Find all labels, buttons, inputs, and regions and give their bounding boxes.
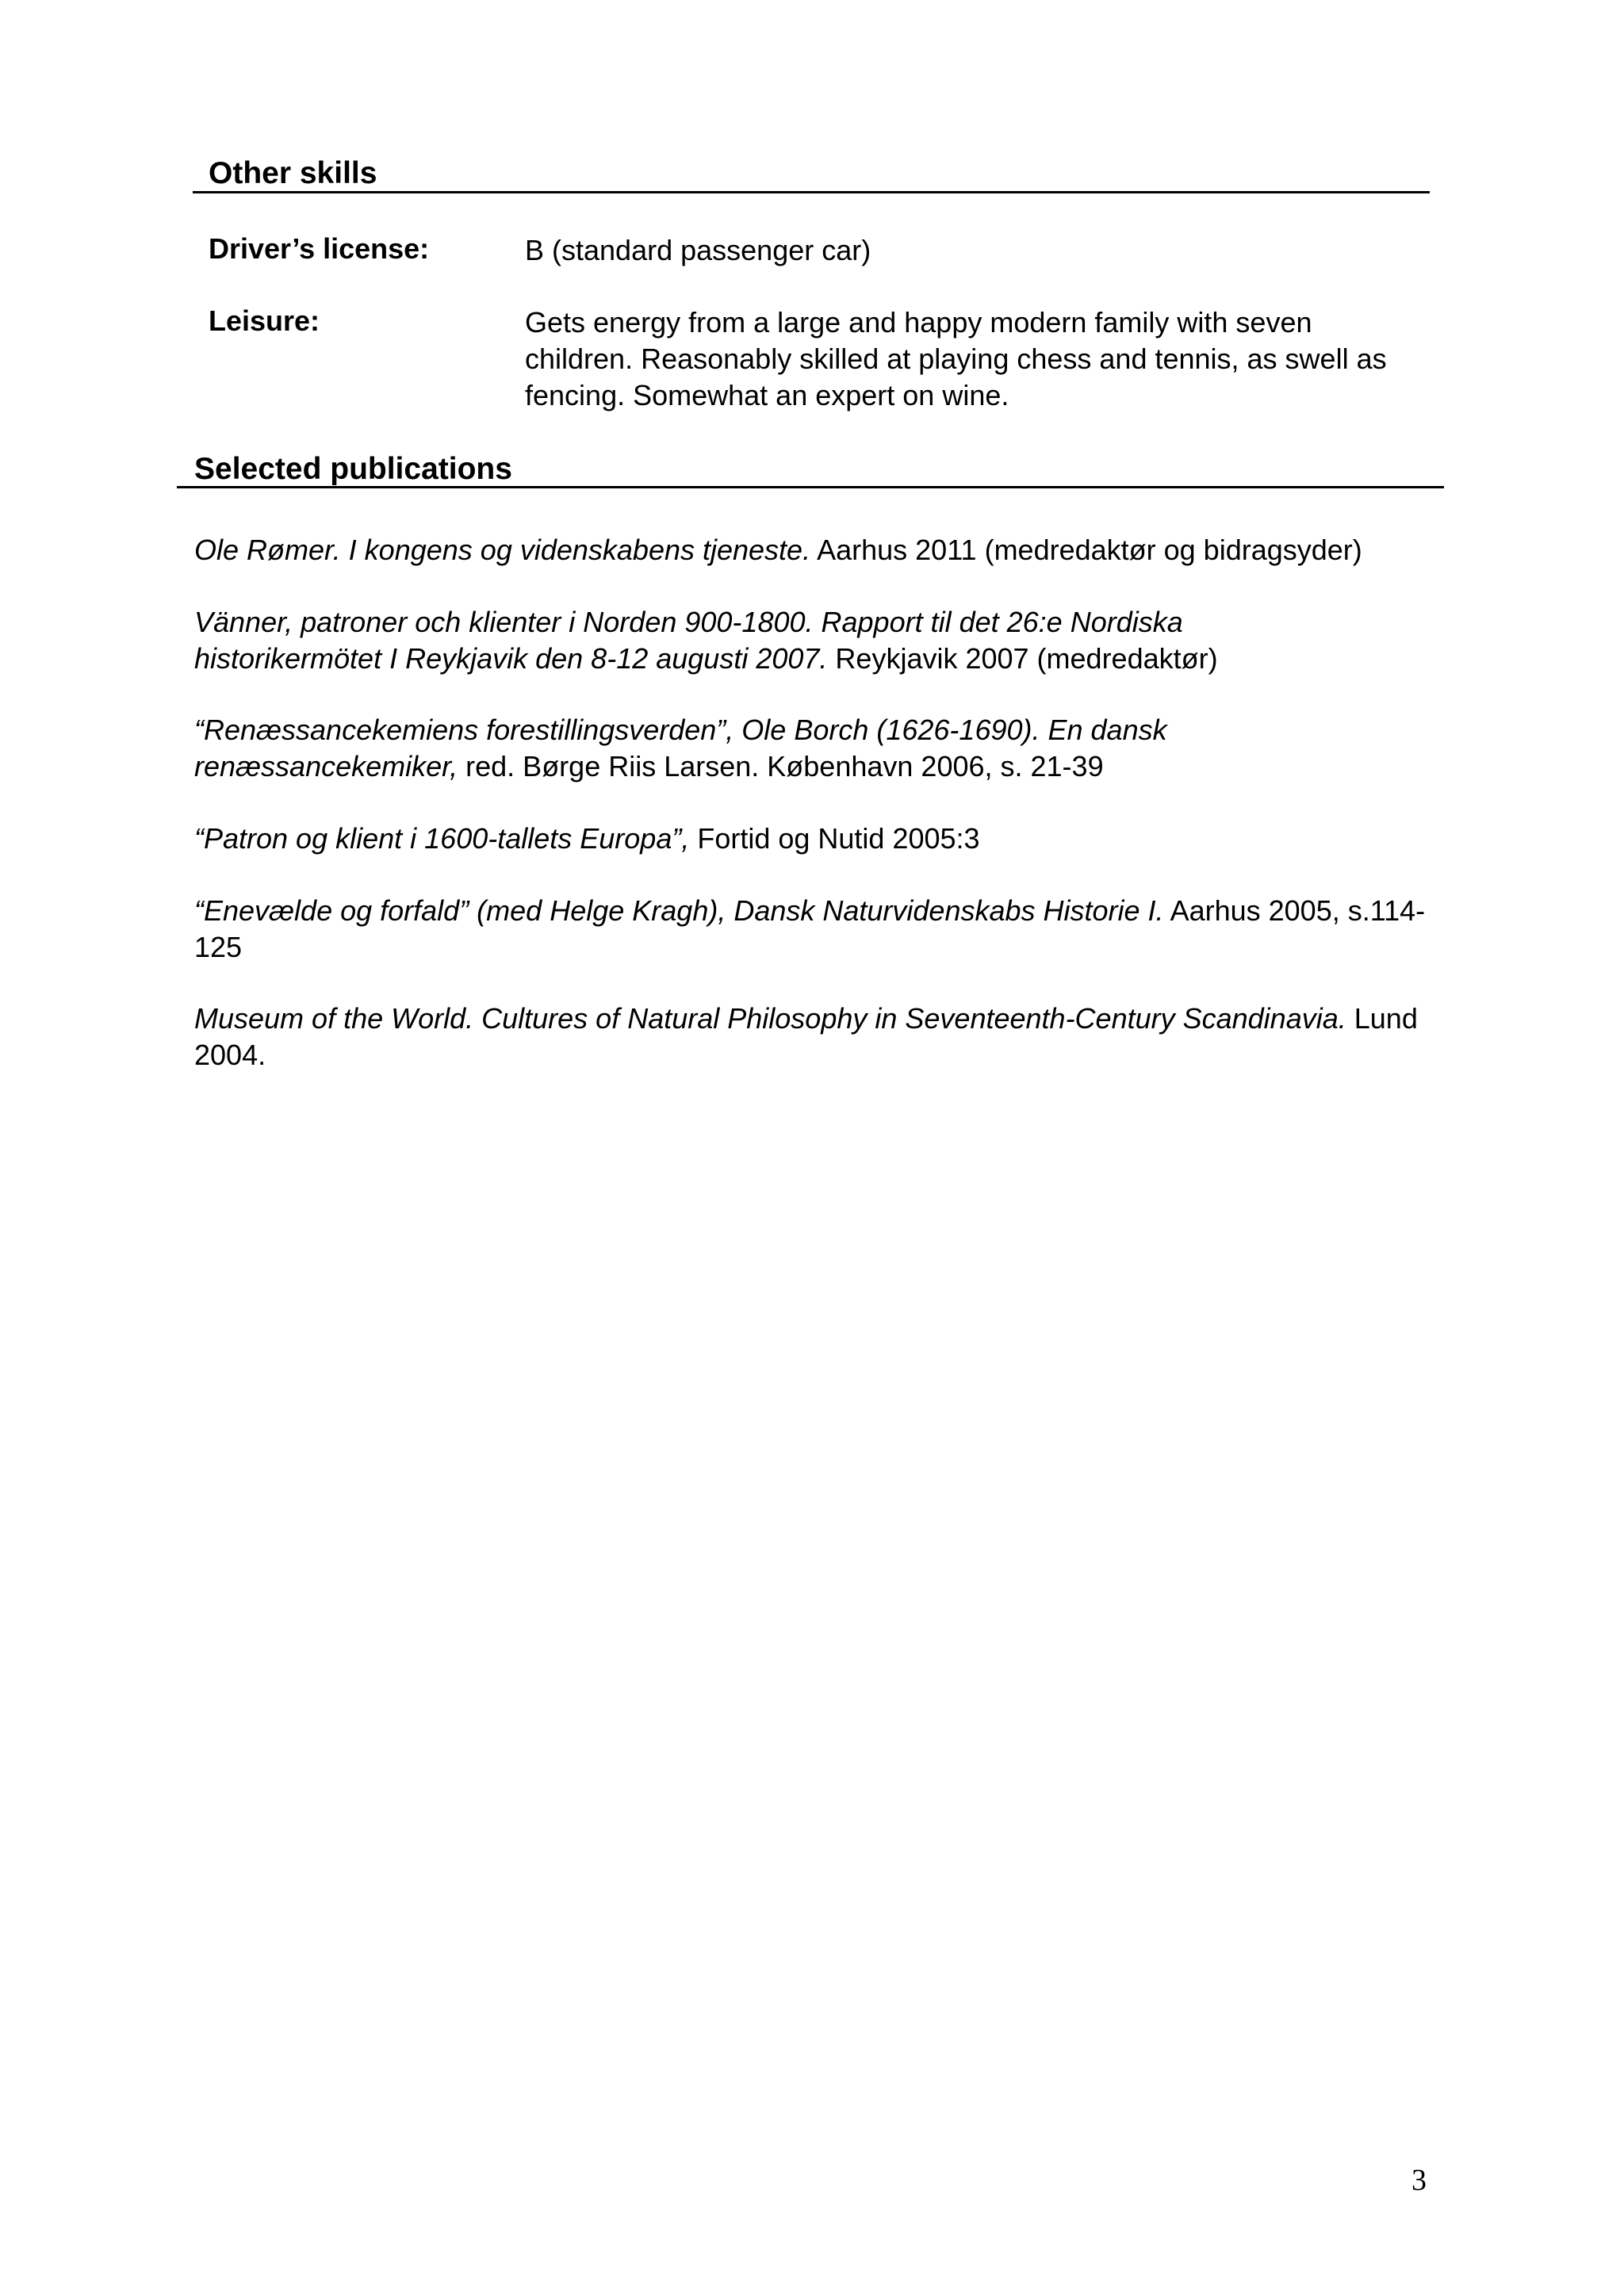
section-divider-publications — [177, 486, 1444, 488]
publication-title: “Renæssancekemiens forestillingsverden”, Ole Borch (1626-1690). En dansk renæssancekemiker, — [194, 714, 1167, 783]
publication-details: Aarhus 2011 (medredaktør og bidragsyder) — [810, 534, 1362, 566]
publication-item — [194, 604, 1320, 677]
publication-details: Fortid og Nutid 2005:3 — [689, 822, 980, 855]
skill-label-drivers-license: Driver’s license: — [209, 232, 430, 265]
publication-item — [194, 1001, 1439, 1073]
publication-details: red. Børge Riis Larsen. København 2006, s. 21-39 — [458, 750, 1104, 783]
publication-title: “Enevælde og forfald” (med Helge Kragh), Dansk Naturvidenskabs Historie I. — [194, 894, 1164, 927]
section-title-selected-publications: Selected publications — [194, 452, 512, 486]
publication-details: Lund 2004. — [194, 1002, 1418, 1071]
publication-title: Vänner, patroner och klienter i Norden 900-1800. Rapport til det 26:e Nordiska historikermötet I Reykjavik den 8-12 augusti 2007. — [194, 606, 1183, 675]
publication-title: Ole Rømer. I kongens og videnskabens tjeneste. — [194, 534, 811, 566]
publication-item — [194, 893, 1431, 966]
skill-value-drivers-license: B (standard passenger car) — [525, 234, 871, 266]
section-divider-other-skills — [193, 191, 1430, 193]
page-number: 3 — [1411, 2164, 1427, 2197]
publication-title: Museum of the World. Cultures of Natural Philosophy in Seventeenth-Century Scandinavia. — [194, 1002, 1346, 1035]
publication-item — [194, 712, 1281, 785]
skill-label-leisure: Leisure: — [209, 304, 320, 337]
publication-details: Reykjavik 2007 (medredaktør) — [827, 642, 1218, 675]
publication-item — [194, 532, 1447, 568]
section-title-other-skills: Other skills — [209, 156, 377, 190]
publication-item — [194, 821, 1447, 857]
skill-value-leisure: Gets energy from a large and happy modern family with seven children. Reasonably skilled at playing chess and tennis, as swell as fencing. Somewhat an expert on wine. — [525, 306, 1387, 411]
publication-title: “Patron og klient i 1600-tallets Europa”, — [194, 822, 690, 855]
publication-details: Aarhus 2005, s.114-125 — [194, 894, 1426, 963]
